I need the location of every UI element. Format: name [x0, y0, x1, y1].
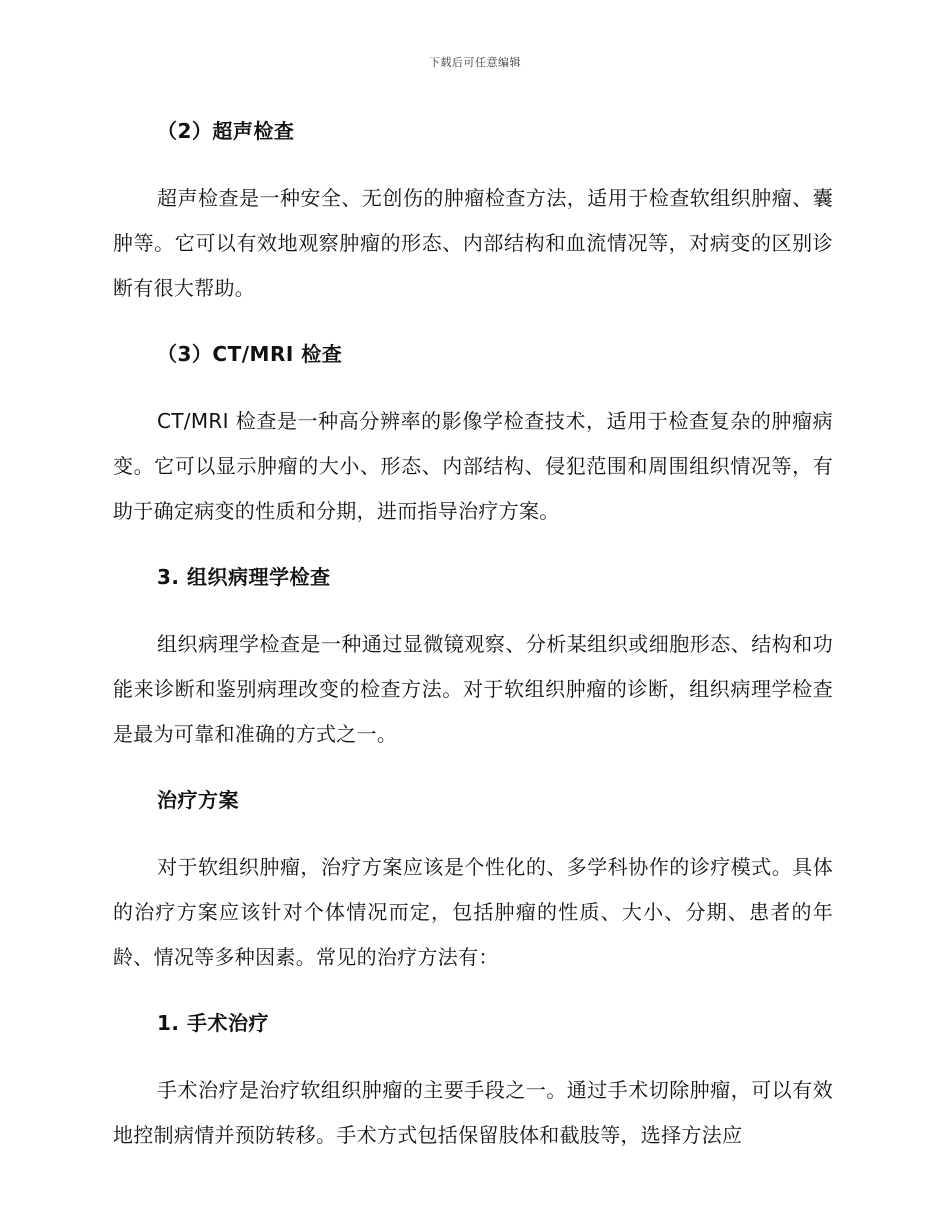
paragraph-pathology: 组织病理学检查是一种通过显微镜观察、分析某组织或细胞形态、结构和功能来诊断和鉴别病理改变的检查方法。对于软组织肿瘤的诊断，组织病理学检查是最为可靠和准确的方式之一。: [113, 632, 833, 746]
header-note: 下载后可任意编辑: [429, 56, 521, 69]
heading-ultrasound: （2）超声检查: [157, 119, 295, 143]
paragraph-ultrasound: 超声检查是一种安全、无创伤的肿瘤检查方法，适用于检查软组织肿瘤、囊肿等。它可以有效地观察肿瘤的形态、内部结构和血流情况等，对病变的区别诊断有很大帮助。: [113, 186, 833, 300]
heading-ct-mri: （3）CT/MRI 检查: [157, 342, 343, 366]
paragraph-ct-mri: CT/MRI 检查是一种高分辨率的影像学检查技术，适用于检查复杂的肿瘤病变。它可以显示肿瘤的大小、形态、内部结构、侵犯范围和周围组织情况等，有助于确定病变的性质和分期，进而指导治疗方案。: [113, 409, 833, 523]
heading-pathology: 3. 组织病理学检查: [157, 565, 331, 589]
heading-treatment: 治疗方案: [157, 788, 239, 812]
heading-surgery: 1. 手术治疗: [157, 1011, 269, 1035]
document-body: [113, 112, 833, 1158]
paragraph-surgery: 手术治疗是治疗软组织肿瘤的主要手段之一。通过手术切除肿瘤，可以有效地控制病情并预防转移。手术方式包括保留肢体和截肢等，选择方法应: [113, 1078, 833, 1147]
paragraph-treatment: 对于软组织肿瘤，治疗方案应该是个性化的、多学科协作的诊疗模式。具体的治疗方案应该针对个体情况而定，包括肿瘤的性质、大小、分期、患者的年龄、情况等多种因素。常见的治疗方法有：: [113, 855, 833, 969]
